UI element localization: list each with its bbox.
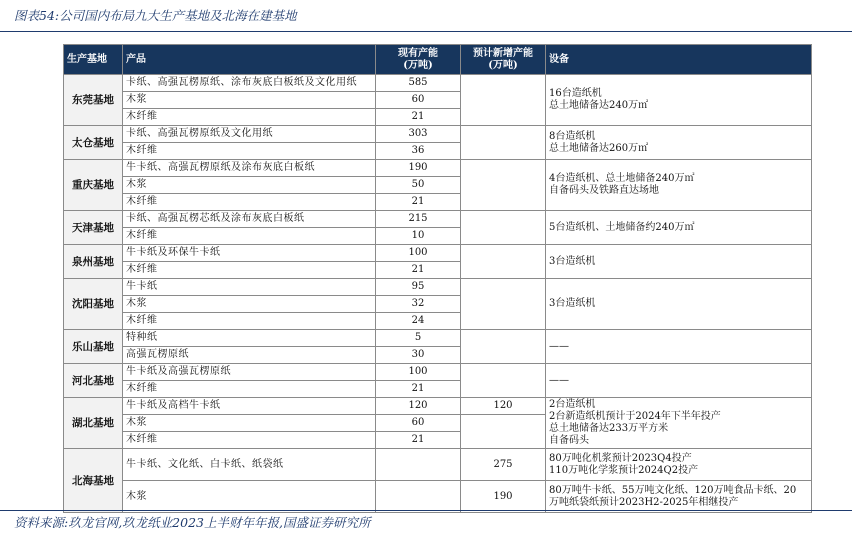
current-capacity-cell: 5 bbox=[376, 330, 461, 347]
equipment-line: 5台造纸机、土地储备约240万㎡ bbox=[549, 221, 695, 233]
current-capacity-cell: 60 bbox=[376, 92, 461, 109]
footer-divider bbox=[0, 510, 852, 511]
equipment-line: 80万吨牛卡纸、55万吨文化纸、120万吨食品卡纸、20 bbox=[549, 484, 797, 496]
product-cell: 木纤维 bbox=[123, 381, 376, 398]
product-cell: 牛卡纸、文化纸、白卡纸、纸袋纸 bbox=[123, 449, 376, 481]
current-capacity-cell: 50 bbox=[376, 177, 461, 194]
table-row bbox=[64, 75, 812, 92]
source-note: 资料来源:玖龙官网,玖龙纸业2023上半财年年报,国盛证券研究所 bbox=[14, 515, 371, 530]
base-name-tianjin: 天津基地 bbox=[64, 211, 123, 245]
product-cell: 木浆 bbox=[123, 415, 376, 432]
header-base: 生产基地 bbox=[64, 45, 123, 75]
current-capacity-cell: 10 bbox=[376, 228, 461, 245]
product-cell: 木浆 bbox=[123, 92, 376, 109]
product-cell: 木纤维 bbox=[123, 432, 376, 449]
table-header-row bbox=[64, 45, 812, 75]
equipment-cell-hubei bbox=[546, 398, 812, 449]
new-capacity-cell: 275 bbox=[461, 449, 546, 481]
table-row bbox=[64, 398, 812, 415]
equipment-line: 16台造纸机 bbox=[549, 88, 602, 99]
product-cell: 卡纸、高强瓦楞原纸、涂布灰底白板纸及文化用纸 bbox=[123, 75, 376, 92]
current-capacity-cell: 120 bbox=[376, 398, 461, 415]
current-capacity-cell: 30 bbox=[376, 347, 461, 364]
current-capacity-cell: 24 bbox=[376, 313, 461, 330]
current-capacity-cell: 32 bbox=[376, 296, 461, 313]
equipment-cell-leshan bbox=[546, 330, 812, 364]
product-cell: 牛卡纸、高强瓦楞原纸及涂布灰底白板纸 bbox=[123, 160, 376, 177]
base-name-dongguan: 东莞基地 bbox=[64, 75, 123, 126]
current-capacity-cell: 21 bbox=[376, 381, 461, 398]
equipment-line: —— bbox=[549, 340, 569, 352]
equipment-cell-hebei bbox=[546, 364, 812, 398]
product-cell: 木纤维 bbox=[123, 228, 376, 245]
equipment-line: 2台造纸机 bbox=[549, 399, 596, 410]
current-capacity-cell: 21 bbox=[376, 194, 461, 211]
base-name-shenyang: 沈阳基地 bbox=[64, 279, 123, 330]
product-cell: 牛卡纸及环保牛卡纸 bbox=[123, 245, 376, 262]
base-name-chongqing: 重庆基地 bbox=[64, 160, 123, 211]
equipment-line: 110万吨化学浆预计2024Q2投产 bbox=[549, 464, 699, 476]
current-capacity-cell bbox=[376, 481, 461, 513]
current-capacity-cell: 36 bbox=[376, 143, 461, 160]
equipment-line: 自备码头 bbox=[549, 435, 589, 446]
product-cell: 卡纸、高强瓦楞原纸及文化用纸 bbox=[123, 126, 376, 143]
equipment-line: 3台造纸机 bbox=[549, 255, 596, 267]
current-capacity-cell: 215 bbox=[376, 211, 461, 228]
table-row bbox=[64, 211, 812, 228]
equipment-line: 8台造纸机 bbox=[549, 130, 596, 142]
header-equipment: 设备 bbox=[546, 45, 812, 75]
equipment-cell-tianjin bbox=[546, 211, 812, 245]
equipment-cell-taicang bbox=[546, 126, 812, 160]
current-capacity-cell: 21 bbox=[376, 262, 461, 279]
product-cell: 木纤维 bbox=[123, 143, 376, 160]
new-capacity-cell bbox=[461, 245, 546, 279]
product-cell: 木纤维 bbox=[123, 194, 376, 211]
equipment-line: —— bbox=[549, 374, 569, 386]
table-row bbox=[64, 481, 812, 513]
new-capacity-cell bbox=[461, 330, 546, 364]
equipment-line: 自备码头及铁路直达场地 bbox=[549, 185, 659, 196]
product-cell: 卡纸、高强瓦楞芯纸及涂布灰底白板纸 bbox=[123, 211, 376, 228]
current-capacity-cell: 95 bbox=[376, 279, 461, 296]
table-row bbox=[64, 160, 812, 177]
product-cell: 牛卡纸及高强瓦楞原纸 bbox=[123, 364, 376, 381]
header-new-capacity-unit: (万吨) bbox=[488, 59, 518, 71]
new-capacity-cell: 190 bbox=[461, 481, 546, 513]
product-cell: 木纤维 bbox=[123, 313, 376, 330]
product-cell: 木纤维 bbox=[123, 262, 376, 279]
header-product: 产品 bbox=[123, 45, 376, 75]
table-row bbox=[64, 279, 812, 296]
current-capacity-cell: 303 bbox=[376, 126, 461, 143]
new-capacity-cell bbox=[461, 160, 546, 211]
base-name-beihai: 北海基地 bbox=[64, 449, 123, 513]
current-capacity-cell: 100 bbox=[376, 245, 461, 262]
equipment-cell-quanzhou bbox=[546, 245, 812, 279]
header-current-capacity-unit: (万吨) bbox=[403, 59, 433, 71]
header-new-capacity bbox=[461, 45, 546, 75]
title-divider bbox=[0, 31, 852, 32]
equipment-cell-beihai-1 bbox=[546, 449, 812, 481]
current-capacity-cell: 585 bbox=[376, 75, 461, 92]
header-new-capacity-label: 预计新增产能 bbox=[473, 47, 533, 59]
equipment-line: 万吨纸袋纸预计2023H2-2025年相继投产 bbox=[549, 496, 739, 508]
equipment-cell-dongguan bbox=[546, 75, 812, 126]
equipment-line: 总土地储备达240万㎡ bbox=[549, 100, 649, 111]
current-capacity-cell: 21 bbox=[376, 109, 461, 126]
header-current-capacity bbox=[376, 45, 461, 75]
product-cell: 高强瓦楞原纸 bbox=[123, 347, 376, 364]
equipment-line: 2台新造纸机预计于2024年下半年投产 bbox=[549, 411, 721, 422]
base-name-taicang: 太仓基地 bbox=[64, 126, 123, 160]
table-row bbox=[64, 364, 812, 381]
current-capacity-cell: 100 bbox=[376, 364, 461, 381]
equipment-line: 4台造纸机、总土地储备240万㎡ bbox=[549, 173, 695, 184]
production-base-table bbox=[63, 44, 812, 513]
equipment-line: 3台造纸机 bbox=[549, 298, 596, 309]
equipment-line: 总土地储备达233万平方米 bbox=[549, 423, 669, 434]
product-cell: 牛卡纸 bbox=[123, 279, 376, 296]
equipment-cell-shenyang bbox=[546, 279, 812, 330]
equipment-line: 总土地储备达260万㎡ bbox=[549, 142, 649, 154]
product-cell: 牛卡纸及高档牛卡纸 bbox=[123, 398, 376, 415]
product-cell: 木浆 bbox=[123, 296, 376, 313]
new-capacity-cell bbox=[461, 415, 546, 449]
table-row bbox=[64, 126, 812, 143]
equipment-cell-beihai-2 bbox=[546, 481, 812, 513]
current-capacity-cell: 21 bbox=[376, 432, 461, 449]
base-name-hubei: 湖北基地 bbox=[64, 398, 123, 449]
product-cell: 木浆 bbox=[123, 481, 376, 513]
table-row bbox=[64, 245, 812, 262]
base-name-leshan: 乐山基地 bbox=[64, 330, 123, 364]
current-capacity-cell: 190 bbox=[376, 160, 461, 177]
table-row bbox=[64, 449, 812, 481]
header-current-capacity-label: 现有产能 bbox=[398, 47, 438, 59]
product-cell: 木浆 bbox=[123, 177, 376, 194]
new-capacity-cell bbox=[461, 75, 546, 126]
equipment-cell-chongqing bbox=[546, 160, 812, 211]
table-row bbox=[64, 330, 812, 347]
product-cell: 木纤维 bbox=[123, 109, 376, 126]
current-capacity-cell bbox=[376, 449, 461, 481]
new-capacity-cell bbox=[461, 364, 546, 398]
base-name-quanzhou: 泉州基地 bbox=[64, 245, 123, 279]
current-capacity-cell: 60 bbox=[376, 415, 461, 432]
figure-title: 图表54:公司国内布局九大生产基地及北海在建基地 bbox=[14, 8, 297, 23]
new-capacity-cell bbox=[461, 126, 546, 160]
product-cell: 特种纸 bbox=[123, 330, 376, 347]
base-name-hebei: 河北基地 bbox=[64, 364, 123, 398]
equipment-line: 80万吨化机浆预计2023Q4投产 bbox=[549, 452, 692, 464]
new-capacity-cell bbox=[461, 211, 546, 245]
new-capacity-cell bbox=[461, 279, 546, 330]
new-capacity-cell: 120 bbox=[461, 398, 546, 415]
